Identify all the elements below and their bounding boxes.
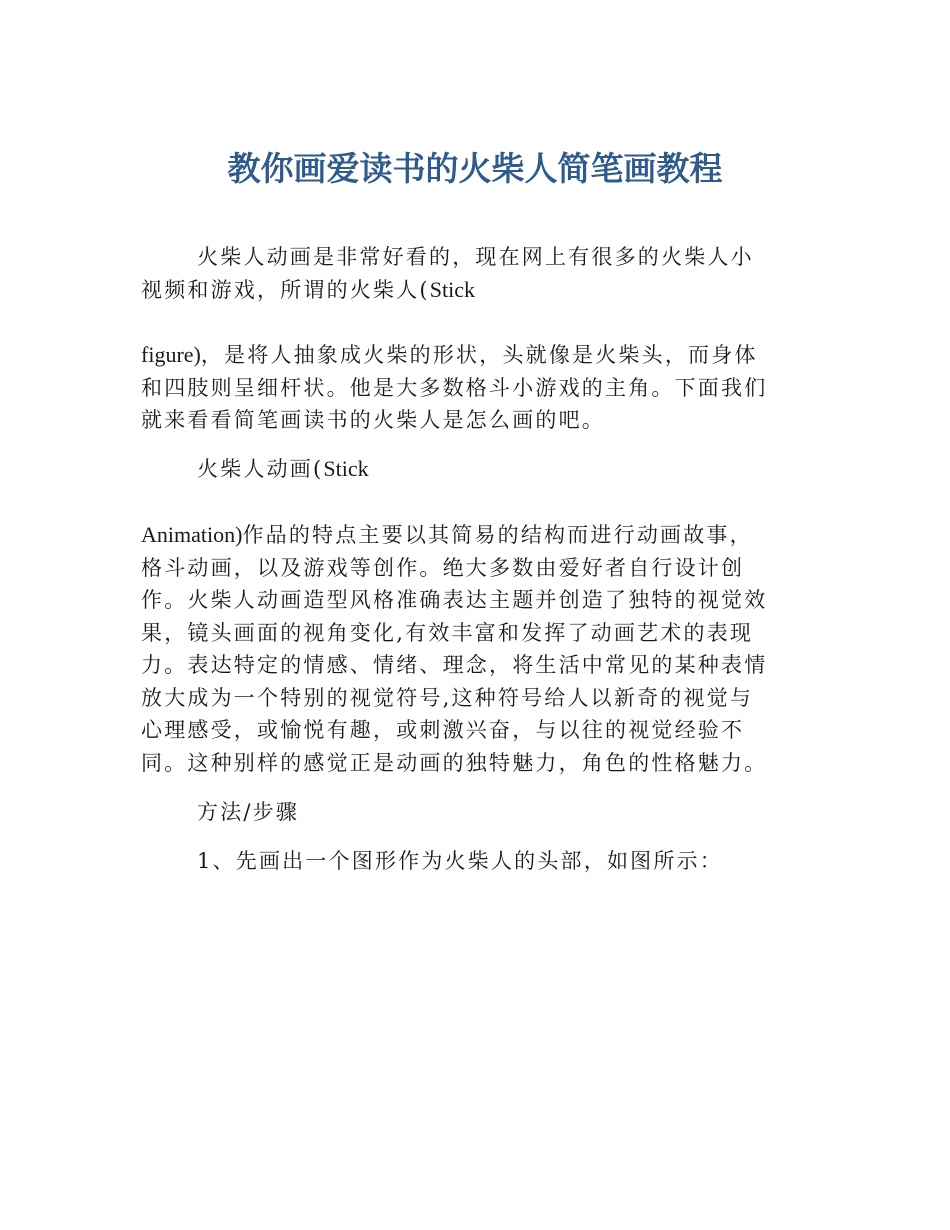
paragraph-intro — [141, 241, 813, 306]
text-line — [141, 339, 813, 372]
text-segment: 视频和游戏，所谓的火柴人( — [141, 277, 430, 302]
text-line: 作。火柴人动画造型风格准确表达主题并创造了独特的视觉效 — [141, 588, 768, 612]
paragraph-animation-heading — [141, 453, 813, 486]
text-line: 格斗动画，以及游戏等创作。绝大多数由爱好者自行设计创 — [141, 555, 745, 580]
text-segment: 火柴人动画( — [197, 457, 324, 481]
text-segment: Stick — [429, 276, 476, 302]
text-line: 心理感受，或愉悦有趣，或刺激兴奋，与以往的视觉经验不 — [141, 718, 745, 742]
text-line: 果，镜头画面的视角变化,有效丰富和发挥了动画艺术的表现 — [141, 620, 754, 645]
text-line: 方法/步骤 — [197, 800, 300, 824]
text-segment: figure) — [141, 342, 201, 367]
text-line: 就来看看简笔画读书的火柴人是怎么画的吧。 — [141, 408, 605, 432]
text-line — [141, 274, 813, 307]
paragraph-definition — [141, 339, 813, 437]
text-segment: ，是将人抽象成火柴的形状，头就像是火柴头，而身体 — [200, 343, 758, 367]
text-line: 1、先画出一个图形作为火柴人的头部，如图所示： — [197, 849, 723, 873]
text-segment: Stick — [323, 456, 369, 481]
text-line: 放大成为一个特别的视觉符号,这种符号给人以新奇的视觉与 — [141, 685, 754, 710]
text-line: 和四肢则呈细杆状。他是大多数格斗小游戏的主角。下面我们 — [141, 375, 768, 400]
paragraph-step-1 — [141, 845, 813, 878]
paragraph-method-heading — [141, 796, 813, 829]
text-line: 火柴人动画是非常好看的，现在网上有很多的火柴人小 — [197, 245, 754, 269]
text-segment: Animation) — [141, 522, 243, 547]
text-line — [141, 519, 813, 552]
text-line: 同。这种别样的感觉正是动画的独特魅力，角色的性格魅力。 — [141, 750, 768, 775]
paragraph-animation-body — [141, 519, 813, 779]
text-line — [141, 453, 813, 486]
text-segment: 作品的特点主要以其简易的结构而进行动画故事， — [242, 523, 753, 547]
text-line: 力。表达特定的情感、情绪、理念，将生活中常见的某种表情 — [141, 653, 768, 677]
page-title: 教你画爱读书的火柴人简笔画教程 — [227, 149, 723, 188]
